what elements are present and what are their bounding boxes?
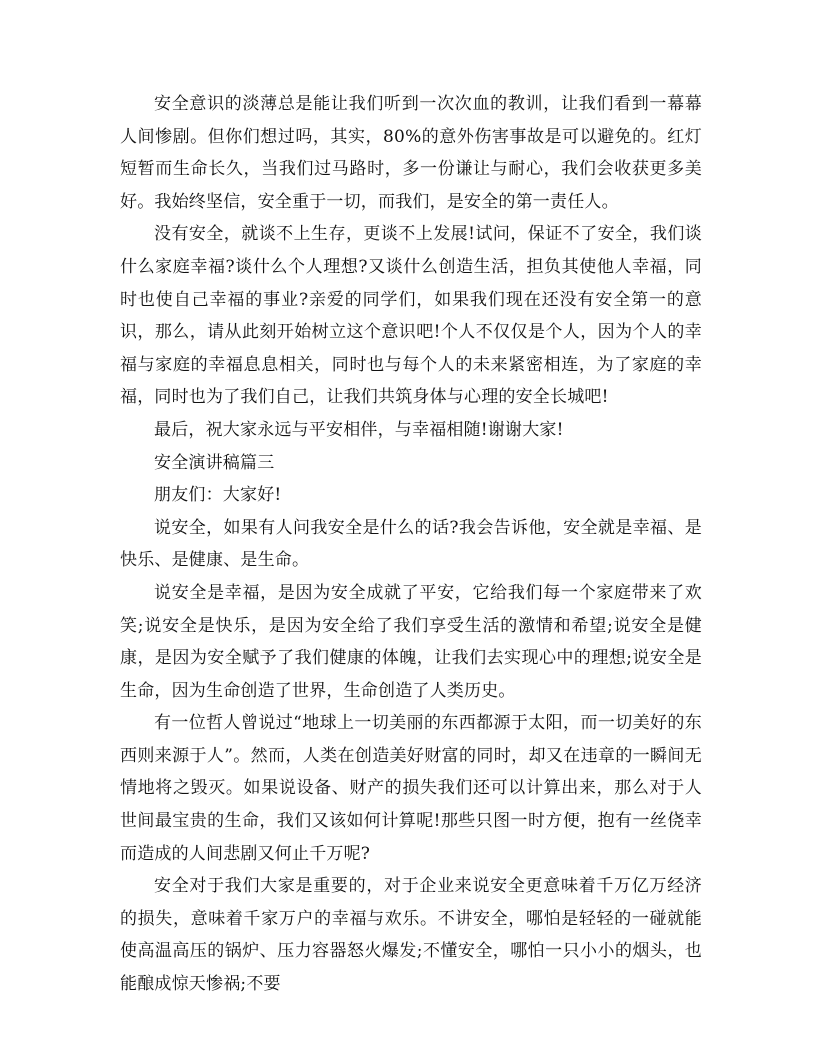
paragraph-greeting: 朋友们：大家好!: [154, 485, 282, 506]
paragraph-closing-wishes: 最后，祝大家永远与平安相伴，与幸福相随!谢谢大家!: [154, 419, 564, 440]
paragraph-safety-importance: 安全对于我们大家是重要的，对于企业来说安全更意味着千万亿万经济的损失，意味着千家万户的幸福与欢乐。不讲安全，哪怕是轻轻的一碰就能使高温高压的锅炉、压力容器怒火爆发;不懂安全，哪怕一只小小的烟头，也能酿成惊天惨祸;不要: [120, 876, 702, 995]
section-heading: 安全演讲稿篇三: [154, 452, 275, 473]
paragraph-philosopher-quote: 有一位哲人曾说过“地球上一切美丽的东西都源于太阳，而一切美好的东西则来源于人”。然而，人类在创造美好财富的同时，却又在违章的一瞬间无情地将之毁灭。如果说设备、财产的损失我们还可以计算出来，那么对于人世间最宝贵的生命，我们又该如何计算呢!那些只图一时方便，抱有一丝侥幸而造成的人间悲剧又何止千万呢?: [120, 713, 702, 864]
document-body: [120, 88, 702, 1001]
paragraph-safety-awareness: 安全意识的淡薄总是能让我们听到一次次血的教训，让我们看到一幕幕人间惨剧。但你们想过吗，其实，80%的意外伤害事故是可以避免的。红灯短暂而生命长久，当我们过马路时，多一份谦让与耐心，我们会收获更多美好。我始终坚信，安全重于一切，而我们，是安全的第一责任人。: [120, 94, 702, 212]
paragraph-no-safety-no-survival: 没有安全，就谈不上生存，更谈不上发展!试问，保证不了安全，我们谈什么家庭幸福?谈什么个人理想?又谈什么创造生活，担负其使他人幸福，同时也使自己幸福的事业?亲爱的同学们，如果我们现在还没有安全第一的意识，那么，请从此刻开始树立这个意识吧!个人不仅仅是个人，因为个人的幸福与家庭的幸福息息相关，同时也与每个人的未来紧密相连，为了家庭的幸福，同时也为了我们自己，让我们共筑身体与心理的安全长城吧!: [120, 224, 702, 408]
paragraph-what-is-safety: 说安全，如果有人问我安全是什么的话?我会告诉他，安全就是幸福、是快乐、是健康、是生命。: [120, 517, 702, 571]
paragraph-safety-is-happiness: 说安全是幸福，是因为安全成就了平安，它给我们每一个家庭带来了欢笑;说安全是快乐，是因为安全给了我们享受生活的激情和希望;说安全是健康，是因为安全赋予了我们健康的体魄，让我们去实现心中的理想;说安全是生命，因为生命创造了世界，生命创造了人类历史。: [120, 582, 702, 701]
